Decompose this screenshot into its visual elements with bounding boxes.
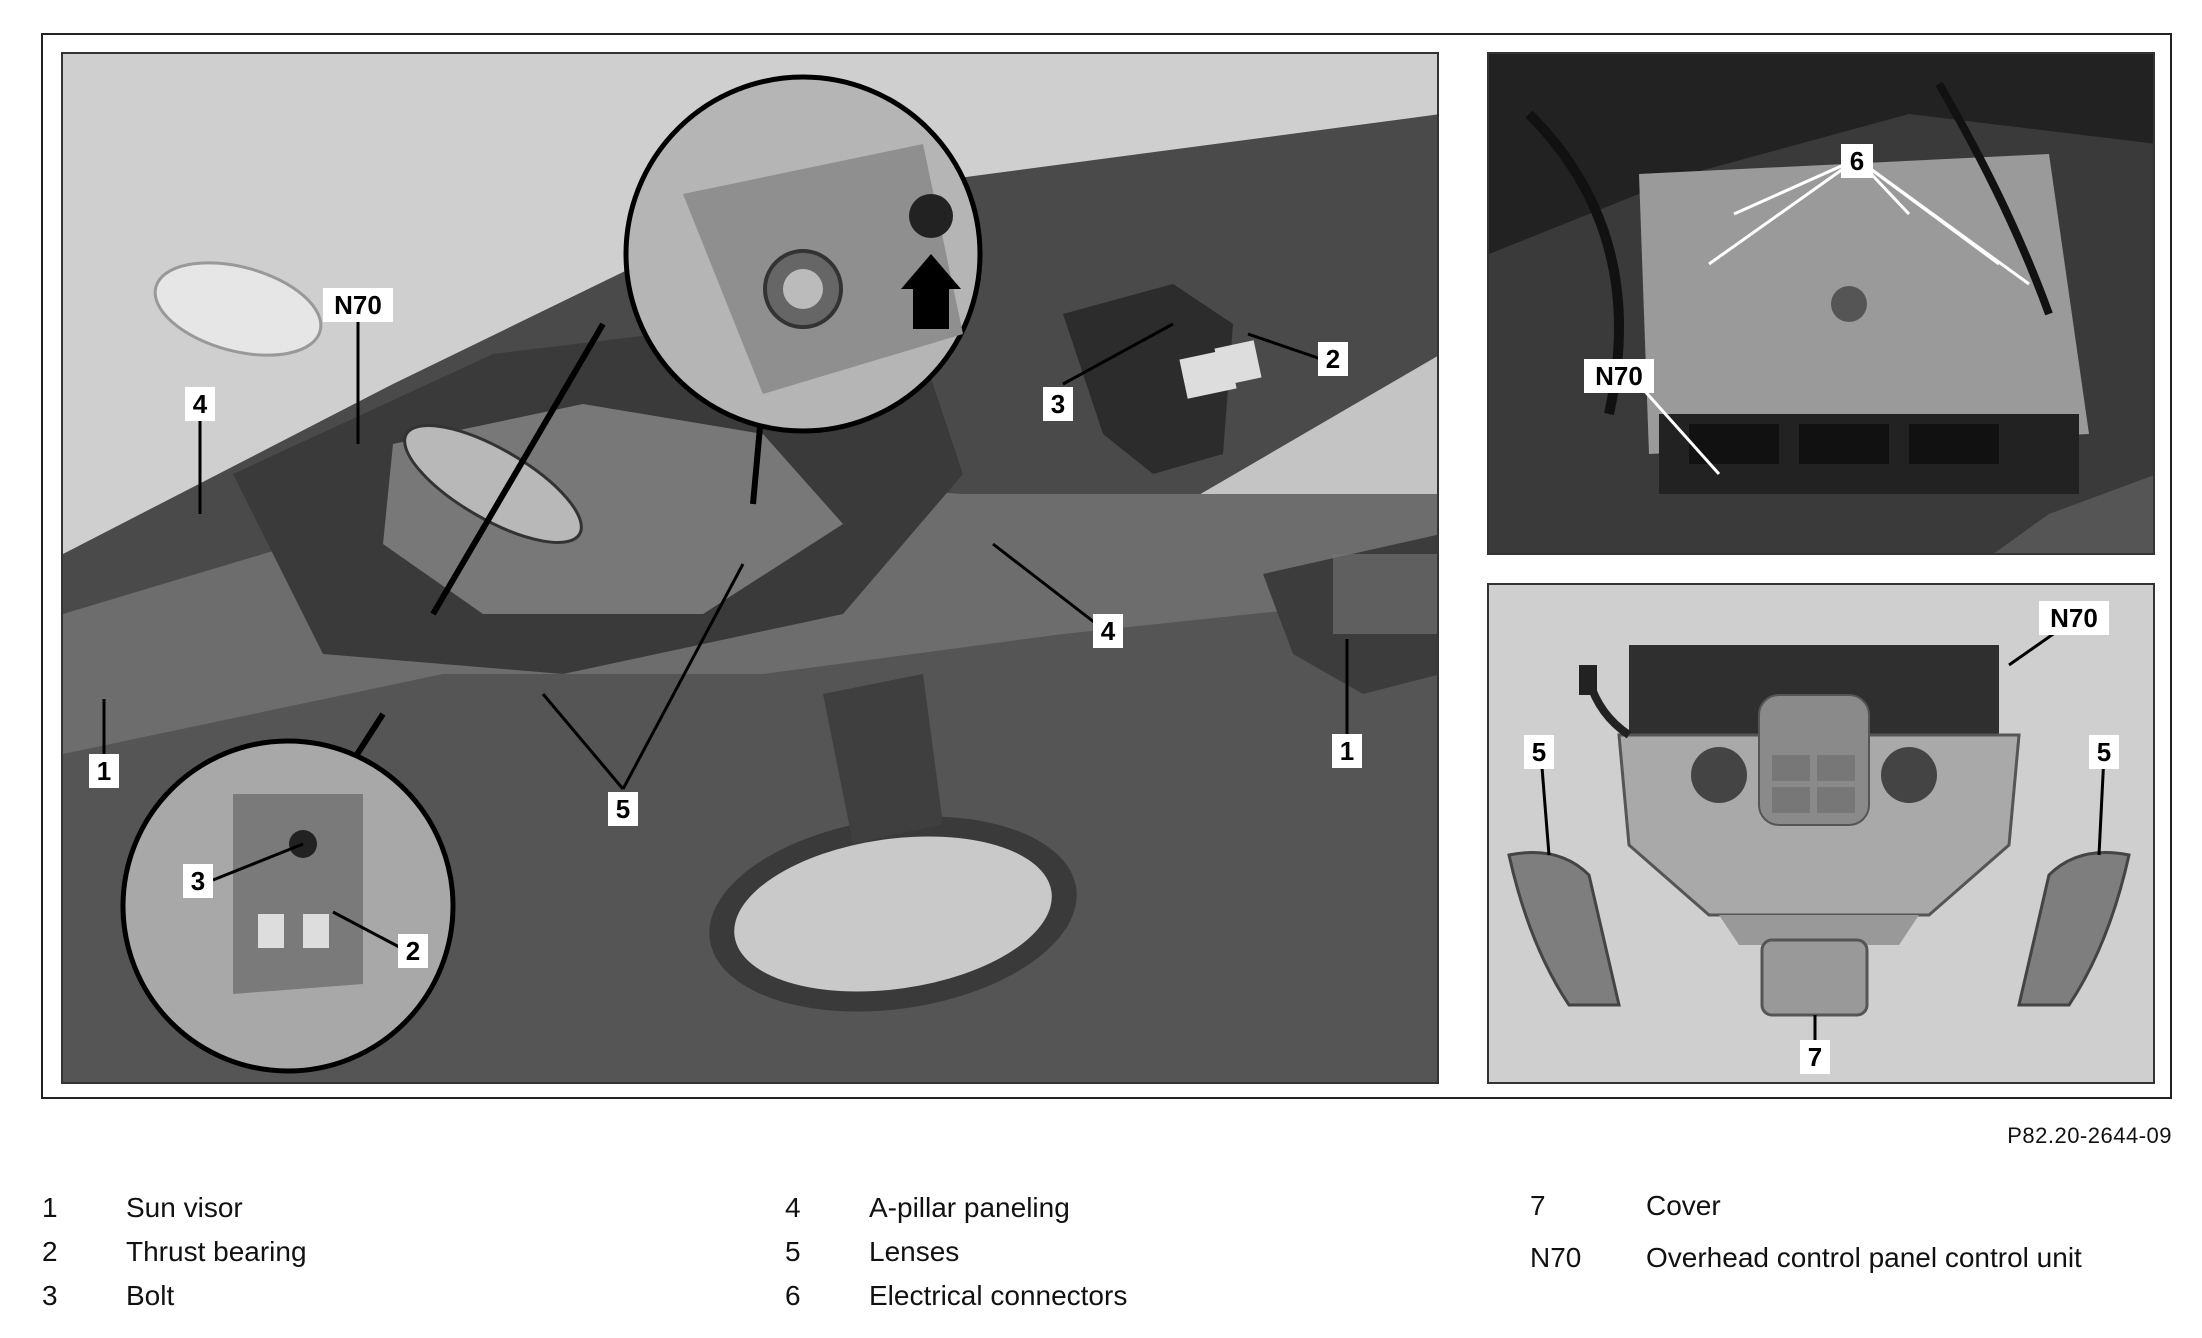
svg-text:3: 3: [190, 866, 206, 896]
svg-text:6: 6: [1849, 146, 1865, 176]
legend-item: [785, 1230, 1127, 1274]
callout-2-top: [1318, 342, 1348, 376]
callout-7: [1800, 1040, 1830, 1074]
legend-column-3: [1530, 1180, 2082, 1284]
legend-item: [42, 1230, 307, 1274]
svg-text:4: 4: [1100, 616, 1116, 646]
callout-1-right: [1332, 734, 1362, 768]
callout-3-top: [1043, 387, 1073, 421]
exploded-view: [1487, 583, 2155, 1084]
legend-label: Overhead control panel control unit: [1646, 1242, 2082, 1273]
main-illustration: [61, 52, 1439, 1084]
svg-text:2: 2: [1325, 344, 1341, 374]
legend-item: [785, 1186, 1127, 1230]
legend-label: Electrical connectors: [869, 1280, 1128, 1311]
callout-4-left: [185, 387, 215, 421]
legend-key: 5: [785, 1236, 801, 1267]
legend-label: A-pillar paneling: [869, 1192, 1070, 1223]
callout-5-left: [1524, 735, 1554, 769]
legend-key: 1: [42, 1192, 58, 1223]
svg-text:7: 7: [1807, 1042, 1823, 1072]
legend-column-1: [42, 1186, 307, 1318]
connector-view: [1487, 52, 2155, 555]
legend-label: Thrust bearing: [126, 1236, 307, 1267]
legend-item: [42, 1274, 307, 1318]
callout-1-left: [89, 754, 119, 788]
legend-column-2: [785, 1186, 1127, 1318]
legend-key: N70: [1530, 1242, 1582, 1273]
svg-text:3: 3: [1050, 389, 1066, 419]
svg-text:4: 4: [192, 389, 208, 419]
legend-key: 4: [785, 1192, 801, 1223]
legend-key: 7: [1530, 1190, 1546, 1221]
legend-item: [1530, 1232, 2082, 1284]
legend-label: Bolt: [126, 1280, 175, 1311]
legend-label: Lenses: [869, 1236, 960, 1267]
svg-text:N70: N70: [1595, 361, 1643, 391]
svg-text:5: 5: [2096, 737, 2112, 767]
callout-N70-main: [323, 288, 393, 322]
svg-text:1: 1: [1339, 736, 1355, 766]
callout-4-right: [1093, 614, 1123, 648]
svg-text:N70: N70: [334, 290, 382, 320]
svg-text:5: 5: [1531, 737, 1547, 767]
svg-text:2: 2: [405, 936, 421, 966]
legend-item: [42, 1186, 307, 1230]
legend-key: 3: [42, 1280, 58, 1311]
svg-text:N70: N70: [2050, 603, 2098, 633]
legend-label: Sun visor: [126, 1192, 243, 1223]
figure-reference-code: P82.20-2644-09: [2007, 1123, 2172, 1148]
callout-5-right: [2089, 735, 2119, 769]
callout-N70-bottom-right: [2039, 601, 2109, 635]
legend-key: 2: [42, 1236, 58, 1267]
legend-item: [785, 1274, 1127, 1318]
callout-N70-top-right: [1584, 359, 1654, 393]
legend-label: Cover: [1646, 1190, 1721, 1221]
callout-2-inset: [398, 934, 428, 968]
svg-text:5: 5: [615, 794, 631, 824]
callout-3-inset: [183, 864, 213, 898]
svg-text:1: 1: [96, 756, 112, 786]
callout-5-main: [608, 792, 638, 826]
legend-item: [1530, 1180, 2082, 1232]
legend-key: 6: [785, 1280, 801, 1311]
callout-6: [1841, 144, 1873, 178]
